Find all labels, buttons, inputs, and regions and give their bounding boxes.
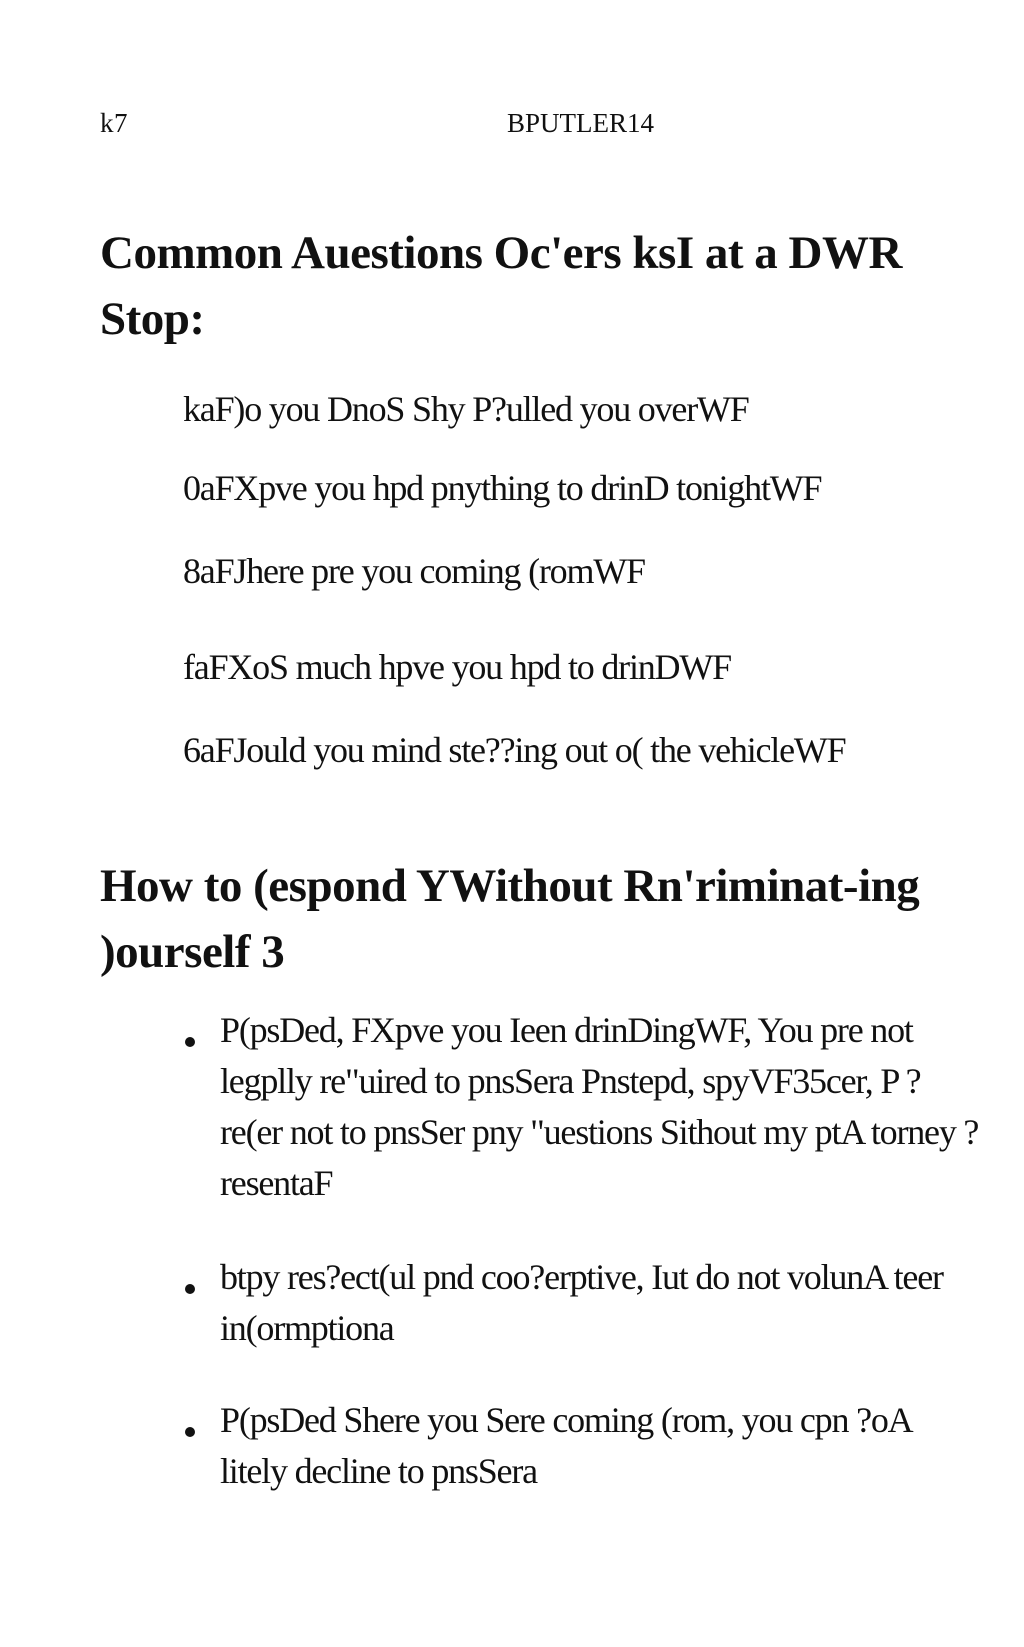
running-head	[100, 108, 924, 148]
bullet-dot-icon	[185, 1284, 195, 1294]
running-title: BPUTLER14	[507, 108, 655, 138]
question-item: 8aFJhere pre you coming (romWF	[183, 551, 645, 591]
page-number: k7	[100, 108, 128, 138]
question-item: 0aFXpve you hpd pnything to drinD tonightWF	[183, 468, 822, 508]
bullet-dot-icon	[185, 1427, 195, 1437]
bullet-text: btpy res?ect(ul pnd coo?erptive, Iut do not volunA teer in(ormptiona	[220, 1257, 943, 1348]
section-heading-respond: How to (espond YWithout Rn'riminat-ing )ourself 3	[100, 860, 920, 978]
bullet-dot-icon	[185, 1037, 195, 1047]
bullet-text: P(psDed, FXpve you Ieen drinDingWF, You pre not legplly re"uired to pnsSera Pnstepd, spyVF35cer, P ?re(er not to pnsSer pny "uestions Sithout my ptA torney ?resentaF	[220, 1010, 979, 1203]
bullet-text: P(psDed Shere you Sere coming (rom, you cpn ?oA litely decline to pnsSera	[220, 1400, 911, 1491]
question-item: faFXoS much hpve you hpd to drinDWF	[183, 647, 731, 687]
question-item: kaF)o you DnoS Shy P?ulled you overWF	[183, 389, 749, 429]
section-heading-questions: Common Auestions Oc'ers ksI at a DWR Stop:	[100, 227, 902, 345]
question-item: 6aFJould you mind ste??ing out o( the vehicleWF	[183, 730, 846, 770]
